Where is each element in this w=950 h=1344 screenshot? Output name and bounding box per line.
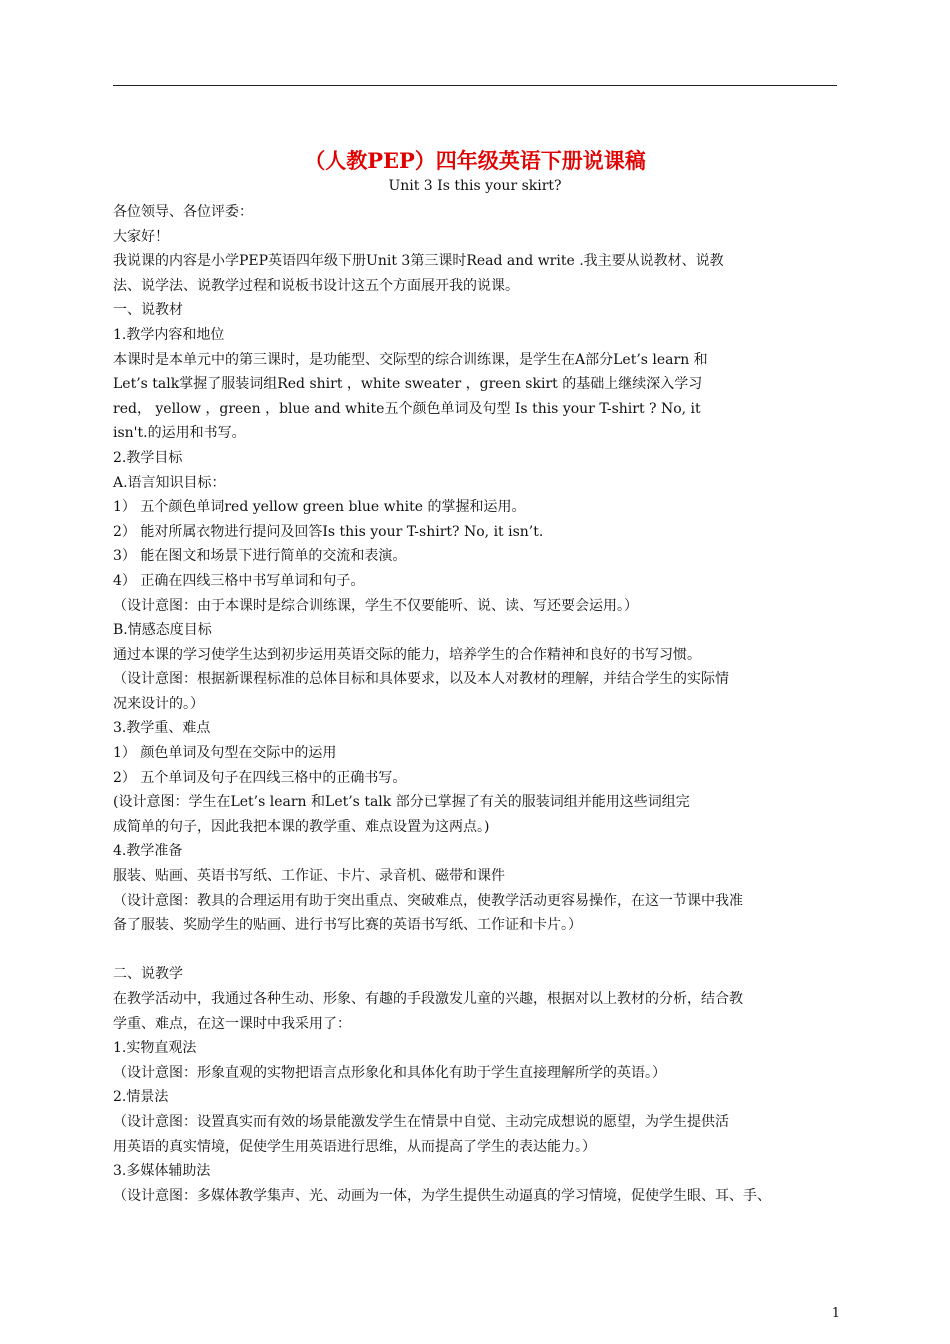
text-line: (设计意图：学生在Let’s learn 和Let’s talk 部分已掌握了有关的服装词组并能用这些词组完 xyxy=(113,794,690,811)
text-line: （设计意图：设置真实而有效的场景能激发学生在情景中自觉、主动完成想说的愿望，为学生提供活 xyxy=(113,1113,729,1130)
text-line: 服装、贴画、英语书写纸、工作证、卡片、录音机、磁带和课件 xyxy=(113,868,505,885)
text-line: （设计意图：根据新课程标准的总体目标和具体要求，以及本人对教材的理解，并结合学生的实际情 xyxy=(113,671,729,688)
text-line: 2） 五个单词及句子在四线三格中的正确书写。 xyxy=(113,769,407,786)
text-line: 2） 能对所属衣物进行提问及回答Is this your T-shirt? No, it isn’t. xyxy=(113,523,544,540)
text-line: red， yellow ，green ，blue and white五个颜色单词及句型 Is this your T-shirt ? No, it xyxy=(113,400,701,417)
text-line: （设计意图：形象直观的实物把语言点形象化和具体化有助于学生直接理解所学的英语。） xyxy=(113,1064,666,1081)
text-line: 二、说教学 xyxy=(113,966,183,983)
text-line: 各位领导、各位评委： xyxy=(113,204,253,220)
text-line: 3） 能在图文和场景下进行简单的交流和表演。 xyxy=(113,548,407,565)
text-line: 备了服装、奖励学生的贴画、进行书写比赛的英语书写纸、工作证和卡片。） xyxy=(113,917,582,934)
text-line: isn't.的运用和书写。 xyxy=(113,425,246,442)
text-line: Let’s talk掌握了服装词组Red shirt ，white sweater ，green skirt 的基础上继续深入学习 xyxy=(113,376,703,393)
text-line: 况来设计的。） xyxy=(113,695,204,712)
text-line: （设计意图：多媒体教学集声、光、动画为一体，为学生提供生动逼真的学习情境，促使学生眼、耳、手、 xyxy=(113,1187,771,1204)
text-line: 我说课的内容是小学PEP英语四年级下册Unit 3第三课时Read and write .我主要从说教材、说教 xyxy=(113,253,724,270)
text-line: 1.实物直观法 xyxy=(113,1040,197,1057)
text-line: 大家好！ xyxy=(113,228,169,245)
text-line: 2.教学目标 xyxy=(113,449,183,466)
blank-line xyxy=(113,938,841,963)
document-subtitle: Unit 3 Is this your skirt? xyxy=(388,178,562,194)
text-line: 在教学活动中，我通过各种生动、形象、有趣的手段激发儿童的兴趣，根据对以上教材的分析，结合教 xyxy=(113,991,743,1007)
text-line: 通过本课的学习使学生达到初步运用英语交际的能力，培养学生的合作精神和良好的书写习惯。 xyxy=(113,646,701,663)
text-line: （设计意图：教具的合理运用有助于突出重点、突破难点，使教学活动更容易操作，在这一节课中我准 xyxy=(113,892,743,909)
text-line: 用英语的真实情境，促使学生用英语进行思维，从而提高了学生的表达能力。） xyxy=(113,1138,596,1155)
text-line: 2.情景法 xyxy=(113,1089,169,1106)
text-line: 4） 正确在四线三格中书写单词和句子。 xyxy=(113,572,365,589)
text-line: 4.教学准备 xyxy=(113,843,183,860)
text-line: （设计意图：由于本课时是综合训练课，学生不仅要能听、说、读、写还要会运用。） xyxy=(113,597,638,614)
text-line: 成简单的句子，因此我把本课的教学重、难点设置为这两点。) xyxy=(113,818,490,835)
text-line: 1） 颜色单词及句型在交际中的运用 xyxy=(113,745,337,762)
text-line: 法、说学法、说教学过程和说板书设计这五个方面展开我的说课。 xyxy=(113,277,519,294)
text-line: 3.多媒体辅助法 xyxy=(113,1163,211,1180)
text-line: 3.教学重、难点 xyxy=(113,720,211,737)
text-line: 一、说教材 xyxy=(113,302,183,319)
text-line: 1） 五个颜色单词red yellow green blue white 的掌握和运用。 xyxy=(113,499,526,516)
text-line: 1.教学内容和地位 xyxy=(113,326,225,343)
text-line: A.语言知识目标： xyxy=(113,474,226,491)
page-number: 1 xyxy=(831,1306,840,1321)
text-line: B.情感态度目标 xyxy=(113,622,212,639)
text-line: 本课时是本单元中的第三课时，是功能型、交际型的综合训练课，是学生在A部分Let’s learn 和 xyxy=(113,351,708,368)
text-line: 学重、难点，在这一课时中我采用了： xyxy=(113,1015,351,1032)
header-rule xyxy=(113,85,837,86)
document-body xyxy=(113,200,841,1208)
document-title: （人教PEP）四年级英语下册说课稿 xyxy=(304,148,646,173)
